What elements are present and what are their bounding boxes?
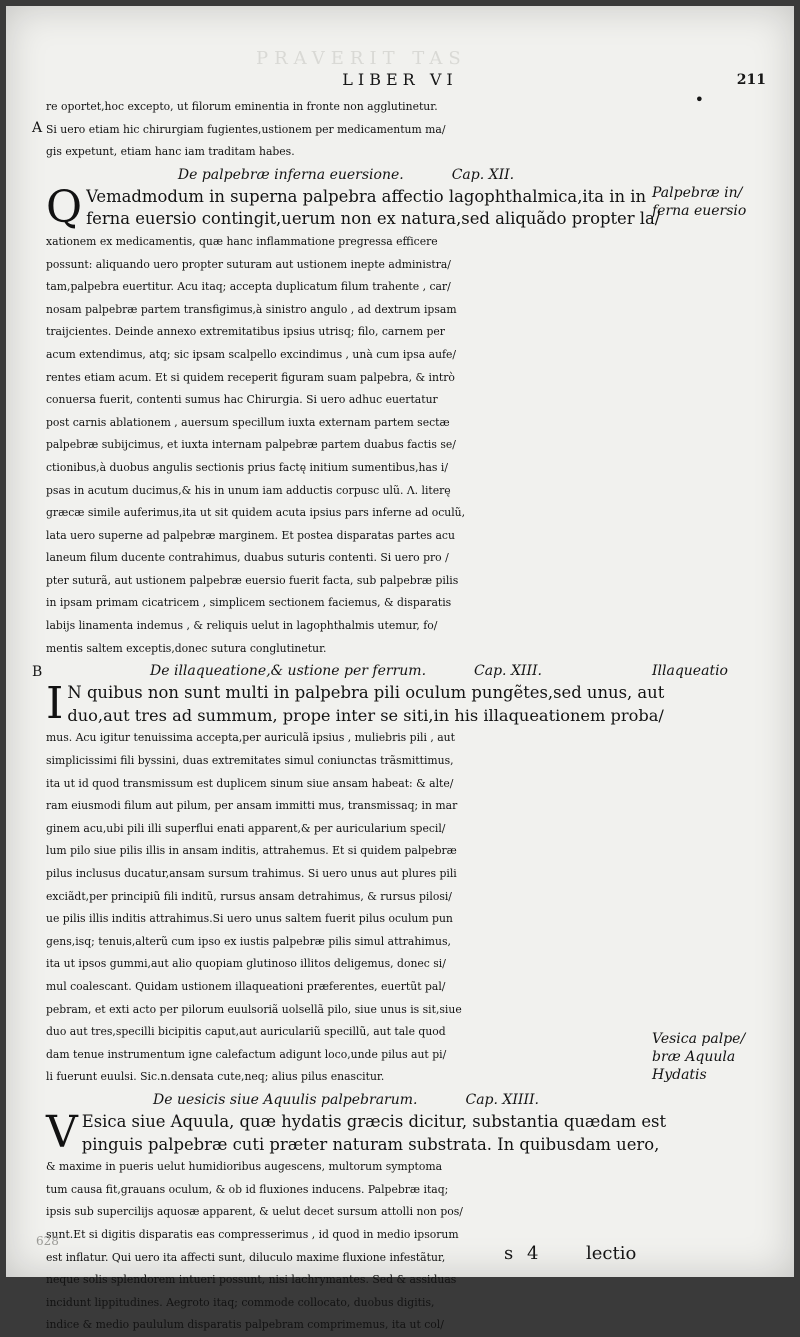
text-line: ferna euersio contingit,uerum non ex natura,sed aliquãdo propter la/ [86, 209, 661, 229]
text-line: laneum filum ducente contrahimus, duabus suturis contenti. Si uero pro / [46, 551, 449, 565]
text-line: mul coalescant. Quidam ustionem illaqueationi præferentes, euertũt pal/ [46, 979, 446, 993]
chapter-heading [46, 1089, 646, 1111]
text-line: gens,isq; tenuis,alterũ cum ipso ex iustis palpebræ pilis simul attrahimus, [46, 934, 451, 948]
folio-number: 211 [736, 72, 766, 88]
chapter-title: De uesicis siue Aquulis palpebrarum. [153, 1091, 418, 1108]
text-line: & maxime in pueris uelut humidioribus augescens, multorum symptoma [46, 1160, 443, 1174]
text-line: ginem acu,ubi pili illi superflui enati apparent,& per auricularium specil/ [46, 821, 446, 835]
text-line: exciãdt,per principiũ fili inditũ, rursus ansam detrahimus, & rursus pilosi/ [46, 889, 452, 903]
text-line: labijs linamenta indemus , & reliquis uelut in lagophthalmis utemur, fo/ [46, 619, 438, 633]
text-line: duo,aut tres ad summum, prope inter se siti,in his illaqueationem proba/ [67, 705, 664, 725]
pencil-mark: 628 [36, 1234, 59, 1248]
drop-cap: I [46, 678, 64, 730]
text-line: ipsis sub supercilijs aquosæ apparent, & uelut decet sursum attolli non pos/ [46, 1205, 463, 1219]
text-line: ue pilis illis inditis attrahimus.Si uero unus saltem fuerit pilus oculum pun [46, 912, 453, 926]
main-text [46, 96, 667, 1337]
text-line: mentis saltem exceptis,donec sutura conglutinetur. [46, 641, 327, 655]
text-line: dam tenue instrumentum igne calefactum adigunt loco,unde pilus aut pi/ [46, 1047, 447, 1061]
margin-note-palpebrae: Palpebræ in/ ferna euersio [652, 185, 747, 219]
text-line: mus. Acu igitur tenuissima accepta,per auriculã ipsius , muliebris pili , aut [46, 731, 455, 745]
ink-dot: • [694, 90, 704, 109]
chapter-heading [46, 164, 646, 186]
chapter-number: Cap. XII. [451, 166, 515, 183]
text-line: est inflatur. Qui uero ita affecti sunt, diluculo maxime fluxione infestãtur, [46, 1250, 446, 1264]
text-line: pter suturã, aut ustionem palpebræ euersio fuerit facta, sub palpebræ pilis [46, 573, 459, 587]
text-line: Vemadmodum in superna palpebra affectio lagophthalmica,ita in in [86, 186, 647, 206]
text-line: ita ut id quod transmissum est duplicem sinum siue ansam habeat: & alte/ [46, 776, 454, 790]
catchword: lectio [586, 1243, 637, 1264]
text-line: lum pilo siue pilis illis in ansam inditis, attrahemus. Et si quidem palpebræ [46, 844, 457, 858]
text-line: ita ut ipsos gummi,aut alio quopiam glutinoso illitos deligemus, donec si/ [46, 957, 446, 971]
chapter-title: De palpebræ inferna euersione. [177, 166, 404, 183]
text-line: post carnis ablationem , auersum specillum iuxta externam partem sectæ [46, 415, 450, 429]
text-line: neque solis splendorem intueri possunt, nisi lachrymantes. Sed & assiduas [46, 1273, 457, 1287]
text-line: nosam palpebræ partem transfigimus,à sinistro angulo , ad dextrum ipsam [46, 302, 457, 316]
show-through-text: PRAVERIT TAS [256, 48, 467, 69]
text-line: Si uero etiam hic chirurgiam fugientes,ustionem per medicamentum ma/ [46, 122, 446, 136]
text-line: lata uero superne ad palpebræ marginem. Et postea disparatas partes acu [46, 528, 455, 542]
text-line: incidunt lippitudines. Aegroto itaq; commode collocato, duobus digitis, [46, 1295, 435, 1309]
text-line: conuersa fuerit, contenti sumus hac Chirurgia. Si uero adhuc euertatur [46, 393, 438, 407]
text-line: simplicissimi fili byssini, duas extremitates simul coniunctas trãsmittimus, [46, 754, 454, 768]
chapter-number: Cap. XIII. [474, 663, 542, 680]
text-line: psas in acutum ducimus,& his in unum iam adductis corpusc ulũ. Λ. literę [46, 483, 451, 497]
margin-letter-b: B [32, 664, 43, 680]
text-line: duo aut tres,specilli bicipitis caput,aut auriculariũ specillũ, aut tale quod [46, 1025, 446, 1039]
paragraph [46, 678, 665, 1089]
text-line: gis expetunt, etiam hanc iam traditam habes. [46, 145, 295, 159]
text-line: palpebræ subijcimus, et iuxta internam palpebræ partem duabus factis se/ [46, 438, 456, 452]
text-line: acum extendimus, atq; sic ipsam scalpello excindimus , unà cum ipsa aufe/ [46, 347, 457, 361]
text-line: in ipsam primam cicatricem , simplicem sectionem faciemus, & disparatis [46, 596, 452, 610]
text-line: possunt: aliquando uero propter suturam aut ustionem inepte administra/ [46, 257, 451, 271]
text-line: Esica siue Aquula, quæ hydatis græcis dicitur, substantia quædam est [81, 1111, 667, 1131]
chapter-number: Cap. XIIII. [465, 1091, 539, 1108]
drop-cap: Q [46, 181, 83, 233]
text-line: græcæ simile auferimus,ita ut sit quidem acuta ipsius pars inferne ad oculũ, [46, 506, 466, 520]
text-line: pilus inclusus ducatur,ansam sursum trahimus. Si uero unus aut plures pili [46, 867, 457, 880]
text-line: indice & medio paululum disparatis palpebram comprimemus, ita ut col/ [46, 1318, 444, 1332]
text-line: ctionibus,à duobus angulis sectionis prius factę initium sumentibus,has i/ [46, 460, 448, 474]
text-line: pebram, et exti acto per pilorum euulsoriã uolsellã pilo, siue unus is sit,siue [46, 1002, 462, 1016]
text-line: tam,palpebra euertitur. Acu itaq; accepta duplicatum filum trahente , car/ [46, 280, 451, 294]
margin-letter-a: A [32, 120, 43, 136]
signature-mark: s 4 [504, 1243, 543, 1264]
chapter-title: De illaqueatione,& ustione per ferrum. [150, 663, 427, 680]
text-line: xationem ex medicamentis, quæ hanc inflammatione pregressa efficere [46, 234, 438, 248]
drop-cap: V [46, 1106, 78, 1158]
text-line: traijcientes. Deinde annexo extremitatibus ipsius utrisq; filo, carnem per [46, 325, 445, 339]
margin-note-vesica: Vesica palpe/ bræ Aquula Hydatis [652, 1031, 746, 1083]
running-head: LIBER VI [342, 70, 458, 89]
paragraph [46, 96, 646, 164]
text-line: rentes etiam acum. Et si quidem receperit figuram suam palpebra, & intrò [46, 370, 455, 384]
text-line: sunt.Et si digitis disparatis eas compresserimus , id quod in medio ipsorum [46, 1227, 459, 1241]
paragraph [46, 1106, 667, 1337]
text-line: pinguis palpebræ cuti præter naturam substrata. In quibusdam uero, [81, 1134, 660, 1154]
text-line: ram eiusmodi filum aut pilum, per ansam immitti mus, transmissaq; in mar [46, 799, 458, 813]
paragraph [46, 181, 661, 660]
margin-note-illaqueatio: Illaqueatio [652, 663, 728, 679]
text-line: tum causa fit,grauans oculum, & ob id fluxiones inducens. Palpebræ itaq; [46, 1182, 449, 1196]
text-line: N quibus non sunt multi in palpebra pili oculum pungẽtes,sed unus, aut [67, 683, 665, 703]
text-line: re oportet,hoc excepto, ut filorum eminentia in fronte non agglutinetur. [46, 100, 438, 113]
book-page [6, 6, 794, 1332]
text-line: li fuerunt euulsi. Sic.n.densata cute,neq; alius pilus enascitur. [46, 1070, 385, 1084]
chapter-heading [46, 660, 646, 682]
